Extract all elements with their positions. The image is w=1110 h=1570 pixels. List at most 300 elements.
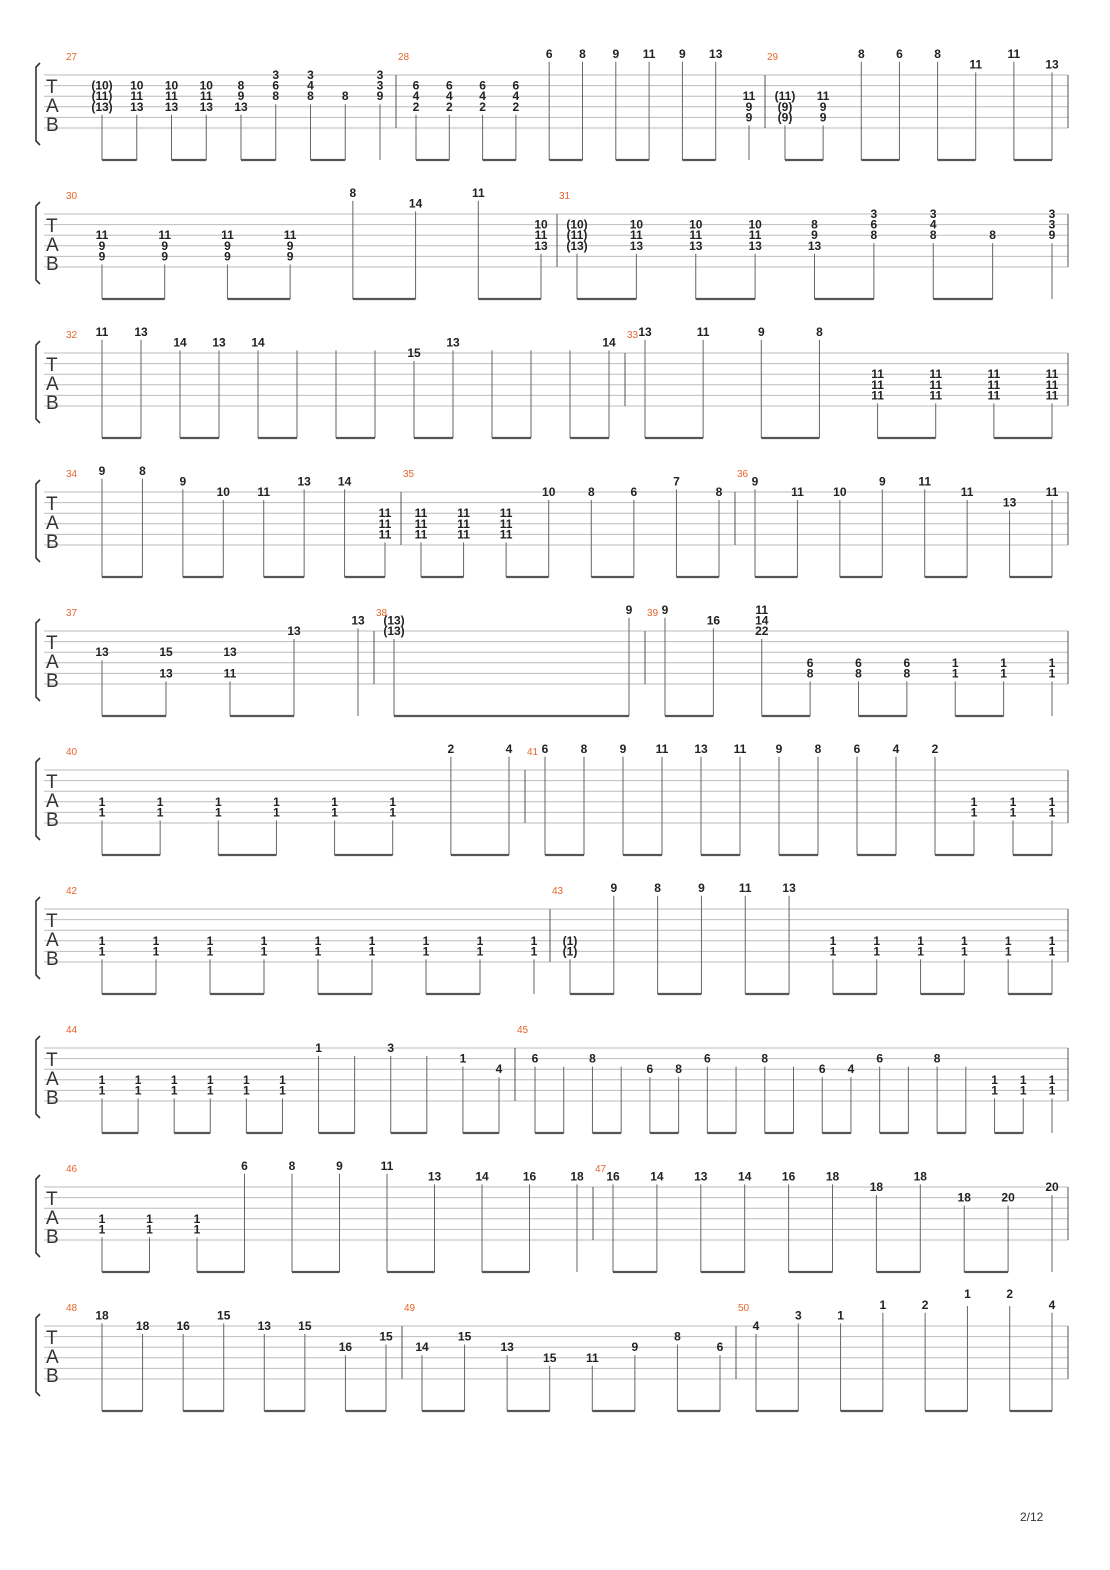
- fret-number: 15: [407, 346, 421, 360]
- fret-number: 8: [989, 228, 996, 243]
- fret-number: 1: [1048, 805, 1056, 820]
- tab-note: [477, 934, 484, 994]
- measure-number: 47: [595, 1164, 607, 1175]
- fret-number: 2: [931, 741, 939, 756]
- tab-clef-letter: T: [46, 1189, 58, 1210]
- fret-number: 6: [512, 78, 520, 93]
- system-bracket: [36, 202, 40, 284]
- fret-number: 15: [457, 1329, 472, 1344]
- fret-number: 9: [745, 99, 753, 114]
- fret-number: 1: [389, 794, 397, 809]
- fret-number: 18: [825, 1169, 840, 1184]
- fret-number: 8: [870, 228, 878, 243]
- tab-system: [36, 1287, 1068, 1411]
- tab-note: [807, 656, 814, 716]
- tab-note: [904, 656, 911, 716]
- fret-number: 1: [156, 794, 164, 809]
- fret-number: 6: [806, 655, 814, 670]
- fret-number: 13: [427, 1169, 442, 1184]
- tab-note: [99, 795, 106, 855]
- tab-note: [379, 1330, 393, 1411]
- system-bracket: [36, 1175, 40, 1257]
- fret-number: 9: [286, 238, 294, 253]
- tab-note: [136, 1319, 150, 1411]
- fret-number: 1: [970, 794, 978, 809]
- fret-number: 13: [297, 474, 311, 489]
- tab-note: [458, 1330, 472, 1411]
- fret-number: 1: [243, 1083, 250, 1098]
- tab-note: [95, 645, 109, 716]
- measure-number: 38: [376, 608, 388, 619]
- fret-number: 9: [679, 46, 686, 61]
- fret-number: 11: [1045, 377, 1059, 392]
- tab-note: [415, 1340, 429, 1411]
- fret-number: 7: [673, 474, 680, 489]
- tab-note: [217, 485, 231, 577]
- fret-number: 11: [1045, 388, 1059, 403]
- tab-note: [338, 474, 352, 577]
- tab-note: [830, 934, 837, 994]
- fret-number: 9: [631, 1340, 639, 1355]
- fret-number: 11: [414, 527, 428, 542]
- fret-number: 6: [272, 78, 280, 93]
- fret-number: 9: [757, 324, 765, 339]
- fret-number: 14: [475, 1169, 489, 1184]
- fret-number: 18: [570, 1169, 584, 1184]
- fret-number: 2: [412, 99, 420, 114]
- tab-note: [1020, 1073, 1027, 1133]
- tab-clef-letter: A: [46, 235, 59, 256]
- fret-number: 16: [176, 1319, 190, 1333]
- tab-clef-letter: A: [46, 791, 59, 812]
- tab-note: [273, 795, 280, 855]
- tab-note: [500, 506, 513, 577]
- tab-note: [241, 1159, 248, 1272]
- fret-number: 1: [422, 933, 430, 948]
- fret-number: 1: [243, 1072, 250, 1087]
- tab-note: [506, 742, 513, 855]
- fret-number: 2: [447, 741, 455, 756]
- fret-number: 11: [871, 377, 884, 392]
- fret-number: 16: [338, 1340, 353, 1355]
- tab-note: [446, 335, 460, 438]
- tab-note: [460, 1052, 467, 1133]
- tab-note: [409, 196, 423, 299]
- fret-number: 11: [630, 228, 643, 243]
- fret-number: 11: [221, 228, 234, 243]
- tab-note: [272, 68, 279, 160]
- fret-number: 14: [251, 335, 265, 350]
- fret-number: 1: [530, 933, 538, 948]
- tab-system: [36, 47, 1068, 160]
- measure-number: 37: [66, 608, 78, 619]
- fret-number: 1: [1000, 666, 1007, 681]
- tab-note: [971, 795, 978, 855]
- system-bracket: [36, 619, 40, 701]
- measure-number: 43: [552, 886, 564, 897]
- tab-system: [36, 603, 1068, 716]
- tab-note: [698, 881, 705, 994]
- tab-note: [1008, 47, 1021, 160]
- tab-note: [479, 79, 486, 160]
- fret-number: 8: [806, 666, 814, 681]
- fret-number: 15: [298, 1319, 312, 1333]
- tab-note: [1049, 934, 1056, 994]
- fret-number: 1: [873, 944, 881, 959]
- fret-number: 11: [457, 516, 470, 531]
- fret-number: 1: [331, 805, 338, 820]
- tab-clef-letter: B: [46, 532, 59, 553]
- tab-note: [234, 79, 248, 160]
- tab-note: [876, 1052, 883, 1133]
- fret-number: 18: [869, 1180, 884, 1194]
- tab-note: [819, 1062, 826, 1133]
- tab-note: [964, 1287, 971, 1411]
- measure-number: 49: [404, 1303, 416, 1314]
- fret-number: 11: [378, 516, 392, 531]
- tab-note: [1049, 1073, 1056, 1133]
- tab-clef-letter: B: [46, 1366, 59, 1387]
- fret-number: 20: [1001, 1190, 1015, 1205]
- measure-number: 42: [66, 886, 78, 897]
- fret-number: 1: [273, 794, 280, 809]
- fret-number: 11: [257, 485, 271, 499]
- tab-clef-letter: T: [46, 772, 58, 793]
- fret-number: 2: [921, 1297, 929, 1312]
- tab-note: [753, 1319, 760, 1411]
- tab-note: [207, 934, 214, 994]
- tab-note: [816, 325, 823, 438]
- fret-number: 11: [158, 228, 172, 243]
- fret-number: 11: [199, 89, 213, 104]
- fret-number: 8: [814, 741, 822, 756]
- tab-note: [643, 47, 656, 160]
- fret-number: 11: [929, 367, 943, 382]
- tab-note: [734, 742, 747, 855]
- fret-number: 1: [206, 944, 214, 959]
- tab-clef-letter: A: [46, 1208, 59, 1229]
- tab-note: [389, 795, 396, 855]
- fret-number: 13: [689, 238, 703, 253]
- fret-number: 1: [1048, 1072, 1056, 1087]
- fret-number: 1: [459, 1051, 467, 1066]
- tab-note: [586, 1351, 599, 1411]
- fret-number: 4: [892, 741, 900, 756]
- fret-number: 11: [1045, 485, 1059, 499]
- system-bracket: [36, 63, 40, 145]
- tab-note: [961, 485, 974, 577]
- tab-note: [91, 79, 112, 160]
- fret-number: 1: [1048, 655, 1056, 670]
- tab-note: [761, 1052, 768, 1133]
- measure-number: 41: [527, 747, 539, 758]
- tab-note: [194, 1212, 201, 1272]
- fret-number: 9: [98, 463, 106, 478]
- fret-number: 1: [879, 1297, 887, 1312]
- measure-number: 48: [66, 1303, 78, 1314]
- fret-number: 1: [98, 805, 106, 820]
- tab-note: [880, 1298, 887, 1411]
- measure-number: 32: [66, 330, 78, 341]
- measure-number: 46: [66, 1164, 78, 1175]
- tab-note: [697, 325, 710, 438]
- tab-note: [743, 89, 756, 160]
- tab-clef-letter: A: [46, 96, 59, 117]
- fret-number: 6: [870, 217, 878, 232]
- tab-note: [871, 207, 878, 299]
- tab-note: [755, 603, 769, 716]
- fret-number: 1: [260, 944, 268, 959]
- fret-number: 1: [829, 944, 837, 959]
- tab-note: [171, 1073, 178, 1133]
- tab-note: [1045, 1180, 1059, 1272]
- fret-number: (1): [562, 944, 578, 959]
- tab-note: [407, 346, 421, 438]
- fret-number: 11: [378, 506, 392, 521]
- fret-number: 13: [130, 99, 144, 114]
- fret-number: 1: [1048, 794, 1056, 809]
- fret-number: 1: [315, 1041, 322, 1055]
- fret-number: 13: [694, 741, 708, 756]
- tab-note: [336, 1159, 343, 1272]
- fret-number: 11: [969, 57, 983, 72]
- fret-number: 6: [241, 1158, 248, 1173]
- fret-number: 11: [378, 527, 392, 542]
- tab-note: [563, 934, 578, 994]
- fret-number: 11: [499, 516, 513, 531]
- measure-number: 35: [403, 469, 415, 480]
- fret-number: 13: [446, 335, 460, 350]
- fret-number: 4: [495, 1062, 503, 1077]
- fret-number: 4: [412, 89, 420, 104]
- tab-clef-letter: B: [46, 115, 59, 136]
- fret-number: 1: [98, 1083, 106, 1098]
- fret-number: 18: [135, 1319, 150, 1333]
- tab-note: [873, 934, 880, 994]
- fret-number: 8: [903, 666, 911, 681]
- tab-note: [896, 47, 903, 160]
- tab-clef-letter: T: [46, 911, 58, 932]
- tab-note: [791, 485, 804, 577]
- fret-number: 6: [818, 1062, 826, 1077]
- system-bracket: [36, 341, 40, 423]
- tab-clef-letter: T: [46, 1050, 58, 1071]
- fret-number: 1: [368, 944, 376, 959]
- fret-number: 9: [619, 741, 627, 756]
- fret-number: (1): [562, 933, 578, 948]
- tab-clef-letter: B: [46, 254, 59, 275]
- measure-number: 27: [66, 52, 78, 63]
- fret-number: 8: [589, 1051, 596, 1066]
- fret-number: 15: [217, 1308, 231, 1323]
- tab-note: [739, 881, 752, 994]
- fret-number: 1: [422, 944, 430, 959]
- fret-number: 6: [896, 46, 903, 61]
- tab-note: [704, 1052, 711, 1133]
- fret-number: 1: [98, 1072, 106, 1087]
- fret-number: 14: [337, 474, 352, 489]
- fret-number: 1: [368, 933, 376, 948]
- fret-number: 1: [1048, 1083, 1056, 1098]
- fret-number: 11: [738, 880, 752, 895]
- fret-number: 9: [224, 238, 231, 253]
- fret-number: 8: [855, 666, 862, 681]
- fret-number: 11: [816, 89, 830, 104]
- fret-number: 1: [314, 944, 322, 959]
- fret-number: 1: [829, 933, 837, 948]
- fret-number: 4: [1048, 1297, 1056, 1312]
- fret-number: 8: [579, 46, 586, 61]
- tab-note: [662, 603, 669, 716]
- tab-note: [146, 1212, 153, 1272]
- tab-clef-letter: A: [46, 930, 59, 951]
- fret-number: 9: [161, 238, 169, 253]
- fret-number: 11: [414, 516, 428, 531]
- fret-number: 14: [415, 1340, 429, 1355]
- tab-note: [342, 89, 349, 160]
- fret-number: 11: [457, 527, 470, 542]
- tab-note: [448, 742, 455, 855]
- fret-number: 1: [206, 1083, 214, 1098]
- fret-number: 1: [314, 933, 322, 948]
- tab-note: [782, 881, 796, 994]
- tab-note: [159, 645, 173, 716]
- tab-clef-letter: T: [46, 633, 58, 654]
- fret-number: 1: [964, 1287, 971, 1302]
- tab-note: [1049, 656, 1056, 716]
- tab-note: [243, 1073, 250, 1133]
- fret-number: 3: [870, 207, 878, 221]
- tab-note: [855, 656, 862, 716]
- tab-note: [589, 1052, 596, 1133]
- fret-number: 1: [134, 1083, 142, 1098]
- tab-note: [1049, 1298, 1056, 1411]
- fret-number: 1: [170, 1083, 178, 1098]
- tab-note: [918, 474, 931, 577]
- tab-note: [620, 742, 627, 855]
- tab-note: [99, 1212, 106, 1272]
- fret-number: 13: [257, 1319, 271, 1333]
- fret-number: 3: [307, 68, 314, 82]
- tab-note: [383, 613, 404, 716]
- fret-number: 13: [500, 1340, 514, 1355]
- fret-number: 11: [380, 1158, 394, 1173]
- fret-number: 9: [661, 602, 669, 617]
- tab-note: [826, 1169, 840, 1272]
- tab-note: [1006, 1287, 1013, 1411]
- fret-number: 1: [917, 933, 924, 948]
- fret-number: 13: [159, 666, 173, 681]
- fret-number: 11: [499, 506, 513, 521]
- tab-note: [817, 89, 830, 160]
- fret-number: 3: [1048, 207, 1056, 221]
- tab-note: [917, 934, 924, 994]
- fret-number: 14: [650, 1169, 664, 1184]
- fret-number: 16: [781, 1169, 796, 1184]
- fret-number: 9: [745, 110, 753, 125]
- tab-note: [543, 1351, 557, 1411]
- tab-note: [748, 218, 762, 299]
- tab-clef-letter: B: [46, 1088, 59, 1109]
- tab-system: [36, 742, 1068, 855]
- tab-note: [339, 1340, 353, 1411]
- tab-clef-letter: B: [46, 393, 59, 414]
- fret-number: 2: [445, 99, 453, 114]
- system-bracket: [36, 1314, 40, 1396]
- tab-note: [415, 506, 428, 577]
- fret-number: 1: [273, 805, 280, 820]
- tab-note: [961, 934, 968, 994]
- tab-note: [95, 1308, 109, 1411]
- measure-number: 34: [66, 469, 78, 480]
- tab-note: [650, 1169, 664, 1272]
- tab-note: [1000, 656, 1007, 716]
- fret-number: 1: [530, 944, 538, 959]
- tab-note: [217, 1308, 231, 1411]
- fret-number: 13: [1002, 495, 1017, 510]
- fret-number: 1: [991, 1072, 998, 1087]
- tab-note: [496, 1062, 503, 1133]
- fret-number: 6: [445, 78, 453, 93]
- tab-note: [215, 795, 222, 855]
- fret-number: 11: [95, 228, 109, 243]
- fret-number: 4: [512, 89, 520, 104]
- tab-note: [284, 228, 297, 299]
- fret-number: 11: [755, 602, 769, 617]
- measure-number: 36: [737, 469, 749, 480]
- fret-number: 8: [580, 741, 588, 756]
- fret-number: 15: [159, 645, 173, 660]
- fret-number: 13: [234, 99, 248, 114]
- fret-number: 1: [279, 1083, 286, 1098]
- fret-number: 9: [625, 602, 633, 617]
- tab-note: [782, 1169, 796, 1272]
- fret-number: 9: [1048, 228, 1056, 243]
- fret-number: (11): [91, 89, 113, 104]
- tab-clef-letter: A: [46, 652, 59, 673]
- fret-number: 13: [287, 624, 301, 638]
- fret-number: 13: [351, 613, 365, 628]
- measure-number: 45: [517, 1025, 529, 1036]
- fret-number: 11: [742, 89, 756, 104]
- tab-note: [775, 89, 796, 160]
- fret-number: 13: [629, 238, 644, 253]
- fret-number: 1: [170, 1072, 178, 1087]
- system-bracket: [36, 480, 40, 562]
- fret-number: 8: [675, 1062, 682, 1077]
- tab-clef-letter: B: [46, 810, 59, 831]
- fret-number: 1: [961, 944, 968, 959]
- fret-number: 11: [689, 228, 703, 243]
- tab-note: [387, 1041, 394, 1133]
- measure-number: 44: [66, 1025, 78, 1036]
- tab-note: [581, 742, 588, 855]
- fret-number: (11): [566, 228, 588, 243]
- tab-note: [612, 47, 619, 160]
- fret-number: 1: [991, 1083, 998, 1098]
- tab-note: [674, 1330, 681, 1411]
- tab-note: [297, 474, 311, 577]
- fret-number: 9: [376, 89, 384, 104]
- fret-number: 10: [689, 217, 703, 232]
- tab-note: [610, 881, 617, 994]
- tab-note: [542, 742, 549, 855]
- tab-clef-letter: T: [46, 77, 58, 98]
- measure-number: 29: [767, 52, 779, 63]
- fret-number: 1: [206, 933, 214, 948]
- tab-note: [808, 218, 822, 299]
- tab-note: [679, 47, 686, 160]
